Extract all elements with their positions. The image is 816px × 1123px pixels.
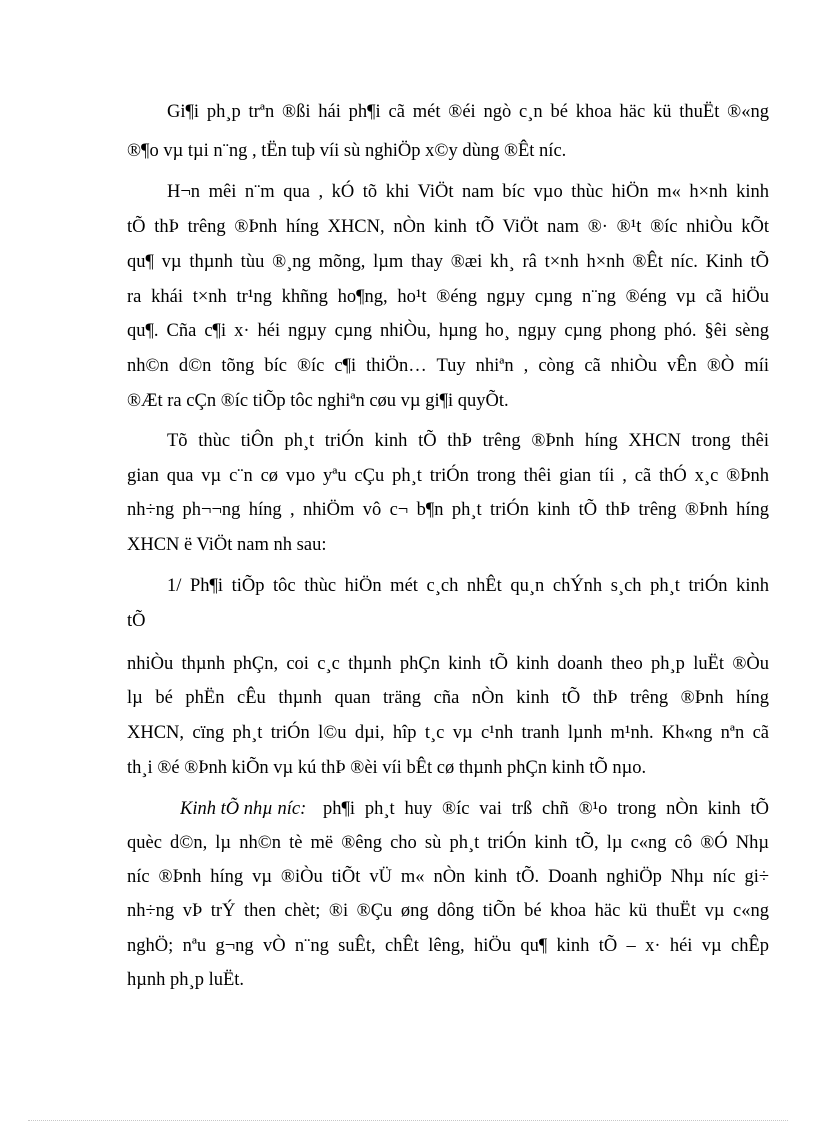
paragraph-2-line-6: nh©n d©n tõng bíc ®íc c¶i thiÖn… Tuy nhiªn , còng cã nhiÒu vÊn ®Ò míi <box>127 356 769 376</box>
paragraph-2-line-2: tÕ thÞ trêng ®Þnh híng XHCN, nÒn kinh tÕ ViÖt nam ®· ®¹t ®íc nhiÒu kÕt <box>127 217 769 237</box>
paragraph-6-line-1: ph¶i ph¸t huy ®íc vai trß chñ ®¹o trong nÒn kinh tÕ <box>323 799 769 819</box>
paragraph-2-line-5: qu¶. Cña c¶i x· héi ngµy cµng nhiÒu, hµng ho¸ ngµy cµng phong phó. §êi sèng <box>127 321 769 341</box>
paragraph-4-line-2: tÕ <box>127 611 146 631</box>
paragraph-4-line-1: 1/ Ph¶i tiÕp tôc thùc hiÖn mét c¸ch nhÊt qu¸n chÝnh s¸ch ph¸t triÓn kinh <box>167 576 769 596</box>
paragraph-5-line-3: XHCN, cïng ph¸t triÓn l©u dµi, hîp t¸c vµ c¹nh tranh lµnh m¹nh. Kh«ng nªn cã <box>127 723 769 743</box>
paragraph-2-line-7: ®Æt ra cÇn ®íc tiÕp tôc nghiªn cøu vµ gi¶i quyÕt. <box>127 391 509 411</box>
paragraph-2-line-1: H¬n mêi n¨m qua , kÓ tõ khi ViÖt nam bíc vµo thùc hiÖn m« h×nh kinh <box>167 182 769 202</box>
paragraph-6-line-3: níc ®Þnh híng vµ ®iÒu tiÕt vÜ m« nÒn kinh tÕ. Doanh nghiÖp Nhµ níc gi÷ <box>127 867 769 887</box>
paragraph-3-line-4: XHCN ë ViÖt nam nh sau: <box>127 535 327 555</box>
paragraph-5-line-4: th¸i ®é ®Þnh kiÕn vµ kú thÞ ®èi víi bÊt cø thµnh phÇn kinh tÕ nµo. <box>127 758 647 778</box>
page-bottom-rule <box>28 1120 788 1121</box>
paragraph-3-line-1: Tõ thùc tiÔn ph¸t triÓn kinh tÕ thÞ trêng ®Þnh híng XHCN trong thêi <box>167 431 769 451</box>
paragraph-2-line-3: qu¶ vµ thµnh tùu ®¸ng mõng, lµm thay ®æi kh¸ râ t×nh h×nh ®Êt níc. Kinh tÕ <box>127 252 769 272</box>
paragraph-5-line-2: lµ bé phËn cÊu thµnh quan träng cña nÒn kinh tÕ thÞ trêng ®Þnh híng <box>127 688 769 708</box>
paragraph-3-line-2: gian qua vµ c¨n cø vµo yªu cÇu ph¸t triÓn trong thêi gian tíi , cã thÓ x¸c ®Þnh <box>127 466 769 486</box>
paragraph-1-line-2: ®¶o vµ tµi n¨ng , tËn tuþ víi sù nghiÖp x©y dùng ®Êt níc. <box>127 141 567 161</box>
paragraph-6-line-6: hµnh ph¸p luËt. <box>127 970 245 990</box>
paragraph-6-line-2: quèc d©n, lµ nh©n tè më ®êng cho sù ph¸t triÓn kinh tÕ, lµ c«ng cô ®Ó Nhµ <box>127 833 769 853</box>
paragraph-1-line-1: Gi¶i ph¸p trªn ®ßi hái ph¶i cã mét ®éi ngò c¸n bé khoa häc kü thuËt ®«ng <box>167 102 769 122</box>
paragraph-6-line-5: nghÖ; nªu g¬ng vÒ n¨ng suÊt, chÊt lêng, hiÖu qu¶ kinh tÕ – x· héi vµ chÊp <box>127 936 769 956</box>
paragraph-3-line-3: nh÷ng ph¬¬ng híng , nhiÖm vô c¬ b¶n ph¸t triÓn kinh tÕ thÞ trêng ®Þnh híng <box>127 500 769 520</box>
paragraph-2-line-4: ra khái t×nh tr¹ng khñng ho¶ng, ho¹t ®éng ngµy cµng n¨ng ®éng vµ cã hiÖu <box>127 287 769 307</box>
paragraph-5-line-1: nhiÒu thµnh phÇn, coi c¸c thµnh phÇn kinh tÕ kinh doanh theo ph¸p luËt ®Òu <box>127 654 769 674</box>
paragraph-6-line-4: nh÷ng vÞ trÝ then chèt; ®i ®Çu øng dông tiÕn bé khoa häc kü thuËt vµ c«ng <box>127 901 769 921</box>
paragraph-6-lead: Kinh tÕ nhµ níc: <box>180 799 307 819</box>
